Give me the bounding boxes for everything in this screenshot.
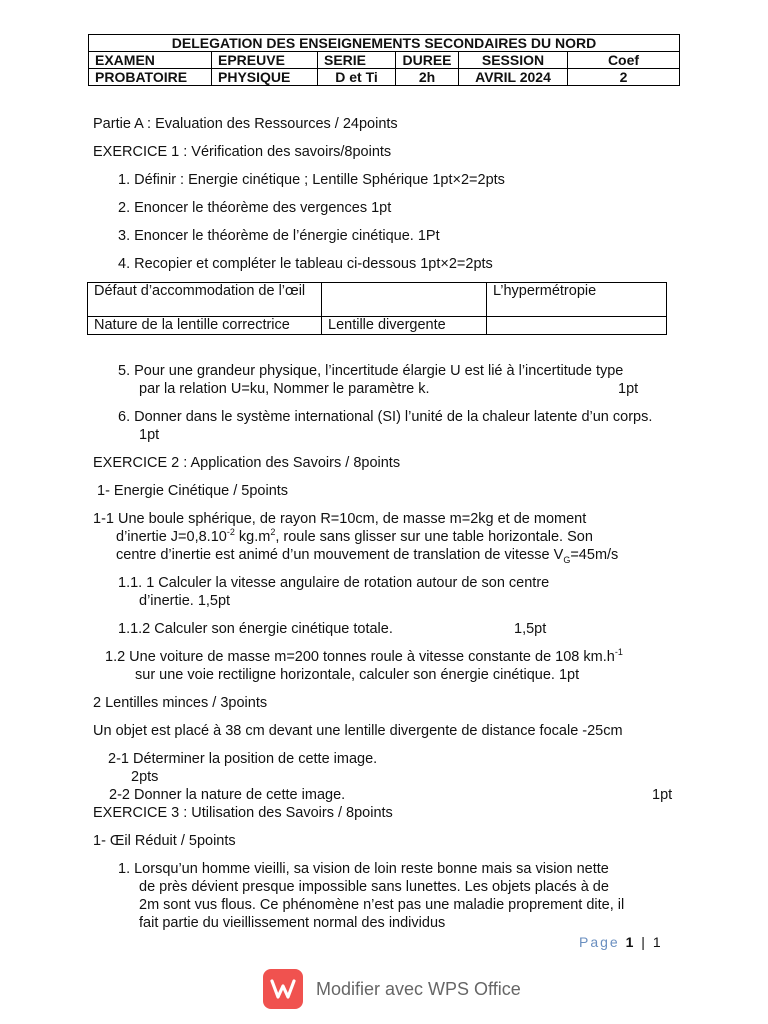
ex2-question-21: 2-1 Déterminer la position de cette image.: [108, 751, 378, 767]
header-val-epreuve: PHYSIQUE: [212, 69, 318, 86]
exercice1-title: EXERCICE 1 : Vérification des savoirs/8points: [93, 144, 392, 160]
exam-header-table: [88, 34, 680, 86]
page-current: 1: [625, 934, 636, 950]
header-col-session: SESSION: [459, 52, 568, 69]
ex2-section-1-heading: 1- Energie Cinétique / 5points: [97, 483, 289, 499]
ex1-question-4: 4. Recopier et compléter le tableau ci-dessous 1pt×2=2pts: [118, 256, 493, 272]
ex1-question-1: 1. Définir : Energie cinétique ; Lentille Sphérique 1pt×2=2pts: [118, 172, 505, 188]
ex2-question-112-points: 1,5pt: [514, 621, 547, 637]
header-val-coef: 2: [568, 69, 680, 86]
table-cell-empty-2: [487, 317, 667, 335]
ex2-question-112: 1.1.2 Calculer son énergie cinétique totale.: [118, 621, 393, 637]
header-val-duree: 2h: [396, 69, 459, 86]
ex2-question-111-line1: 1.1. 1 Calculer la vitesse angulaire de rotation autour de son centre: [118, 575, 550, 591]
header-val-session: AVRIL 2024: [459, 69, 568, 86]
ex3-question-1-line4: fait partie du vieillissement normal des individus: [139, 915, 446, 931]
header-val-examen: PROBATOIRE: [89, 69, 212, 86]
ex2-section-2-text: Un objet est placé à 38 cm devant une lentille divergente de distance focale -25cm: [93, 723, 623, 739]
page-label: Page: [579, 934, 620, 950]
header-col-duree: DUREE: [396, 52, 459, 69]
header-title: DELEGATION DES ENSEIGNEMENTS SECONDAIRES DU NORD: [89, 35, 680, 52]
header-val-serie: D et Ti: [318, 69, 396, 86]
table-cell-nature-label: Nature de la lentille correctrice: [88, 317, 322, 335]
ex2-p11-line1: 1-1 Une boule sphérique, de rayon R=10cm, de masse m=2kg et de moment: [93, 511, 587, 527]
header-col-examen: EXAMEN: [89, 52, 212, 69]
header-col-coef: Coef: [568, 52, 680, 69]
table-cell-hypermetropie: L’hypermétropie: [487, 283, 667, 317]
exercice2-title: EXERCICE 2 : Application des Savoirs / 8points: [93, 455, 401, 471]
table-cell-empty-1: [322, 283, 487, 317]
accommodation-table: [87, 282, 667, 335]
page-separator: |: [641, 934, 647, 950]
ex1-question-5-line1: 5. Pour une grandeur physique, l’incertitude élargie U est lié à l’incertitude type: [118, 363, 624, 379]
header-col-serie: SERIE: [318, 52, 396, 69]
header-col-epreuve: EPREUVE: [212, 52, 318, 69]
ex1-question-5-line2: par la relation U=ku, Nommer le paramètre k.: [139, 381, 430, 397]
ex1-question-2: 2. Enoncer le théorème des vergences 1pt: [118, 200, 392, 216]
exercice3-title: EXERCICE 3 : Utilisation des Savoirs / 8points: [93, 805, 393, 821]
table-cell-defaut-label: Défaut d’accommodation de l’œil: [88, 283, 322, 317]
ex2-question-12-line2: sur une voie rectiligne horizontale, calculer son énergie cinétique. 1pt: [135, 667, 580, 683]
wps-office-icon[interactable]: [263, 969, 303, 1009]
wps-edit-link[interactable]: Modifier avec WPS Office: [316, 979, 521, 999]
page-number: [579, 934, 663, 950]
ex1-question-6-points: 1pt: [139, 427, 160, 443]
page-total: 1: [652, 934, 663, 950]
ex2-question-21-points: 2pts: [131, 769, 159, 785]
ex3-question-1-line1: 1. Lorsqu’un homme vieilli, sa vision de loin reste bonne mais sa vision nette: [118, 861, 609, 877]
ex3-question-1-line2: de près dévient presque impossible sans lunettes. Les objets placés à de: [139, 879, 609, 895]
table-cell-lentille-divergente: Lentille divergente: [322, 317, 487, 335]
ex1-question-6-line1: 6. Donner dans le système international (SI) l’unité de la chaleur latente d’un corps.: [118, 409, 653, 425]
partie-a-heading: Partie A : Evaluation des Ressources / 24points: [93, 116, 398, 132]
ex2-p11-line3: centre d’inertie est animé d’un mouvement de translation de vitesse $V_G=45m/s$: [116, 547, 619, 565]
ex1-question-3: 3. Enoncer le théorème de l’énergie cinétique. 1Pt: [118, 228, 440, 244]
ex2-question-111-line2: d’inertie. 1,5pt: [139, 593, 231, 609]
ex3-question-1-line3: 2m sont vus flous. Ce phénomène n’est pas une maladie proprement dite, il: [139, 897, 625, 913]
ex3-section-1-heading: 1- Œil Réduit / 5points: [93, 833, 236, 849]
ex2-question-12-line1: 1.2 Une voiture de masse m=200 tonnes roule à vitesse constante de 108 $km.h^{-1}$: [105, 647, 623, 665]
ex2-question-22-points: 1pt: [652, 787, 673, 803]
ex2-p11-line2: d’inertie $J=0,8.10^{-2}$ $kg.m^2$, roule sans glisser sur une table horizontale. Son: [116, 527, 593, 545]
ex2-section-2-heading: 2 Lentilles minces / 3points: [93, 695, 268, 711]
ex2-question-22: 2-2 Donner la nature de cette image.: [109, 787, 346, 803]
ex1-question-5-points: 1pt: [618, 381, 639, 397]
